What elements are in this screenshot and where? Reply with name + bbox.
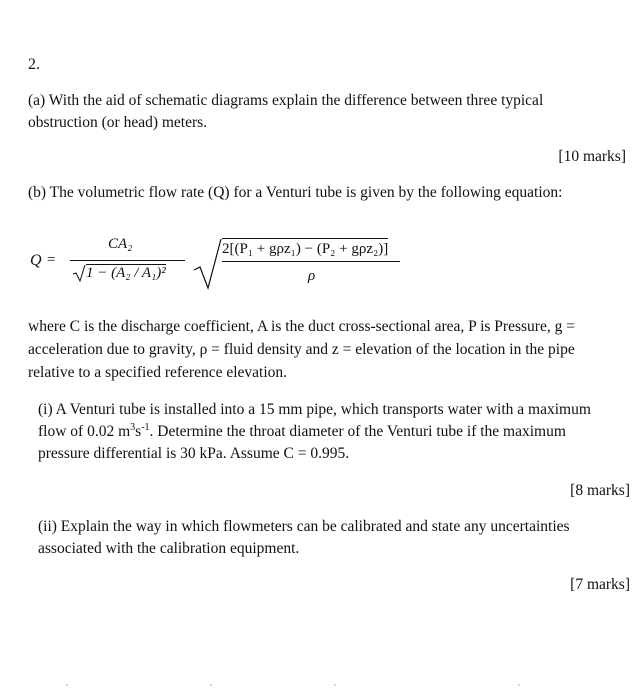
part-i-line2-sup2: -1 — [141, 422, 150, 433]
scan-dot — [334, 684, 336, 686]
fraction-2-bar — [222, 261, 400, 262]
part-a-text-line-1: (a) With the aid of schematic diagrams explain the difference between three typical — [28, 92, 544, 109]
definitions-line-2: acceleration due to gravity, ρ = fluid density and z = elevation of the location in the pipe — [28, 341, 575, 358]
question-number: 2. — [28, 56, 40, 73]
part-i-line2-post: . Determine the throat diameter of the Venturi tube if the maximum — [149, 423, 566, 440]
fraction-2-denominator: ρ — [308, 268, 316, 284]
part-i-line2-pre: flow of 0.02 m — [38, 423, 131, 440]
part-i-marks: [8 marks] — [570, 482, 630, 499]
part-ii-text-line-1: (ii) Explain the way in which flowmeters can be calibrated and state any uncertainties — [38, 518, 570, 535]
part-b-intro: (b) The volumetric flow rate (Q) for a Venturi tube is given by the following equation: — [28, 184, 563, 201]
fraction-1-numerator: CA₂ — [108, 236, 133, 252]
fraction-1-denominator: 1 − (A₂ / A₁)² — [86, 265, 166, 281]
scan-dot — [518, 684, 520, 686]
part-i-text-line-3: pressure differential is 30 kPa. Assume C = 0.995. — [38, 445, 350, 462]
definitions-line-3: relative to a specified reference elevation. — [28, 364, 288, 381]
fraction-2-numerator: 2[(P₁ + gρz₁) − (P₂ + gρz₂)] — [222, 238, 388, 258]
fraction-1-bar — [70, 260, 185, 261]
equation-equals: = — [47, 252, 56, 268]
part-i-text-line-2 — [38, 423, 566, 441]
part-i-line2-mid: s — [135, 423, 142, 440]
scan-dot — [210, 684, 212, 686]
sqrt-radical-icon — [72, 264, 86, 282]
part-a-marks: [10 marks] — [558, 148, 626, 165]
scan-dot — [66, 684, 68, 686]
part-ii-text-line-2: associated with the calibration equipment. — [38, 540, 300, 557]
part-ii-marks: [7 marks] — [570, 576, 630, 593]
part-i-line2-sup1: 3 — [130, 422, 136, 433]
part-a-text-line-2: obstruction (or head) meters. — [28, 114, 208, 131]
sqrt-radical-large-icon — [192, 234, 222, 290]
equation-lhs: Q — [30, 252, 42, 269]
part-i-text-line-1: (i) A Venturi tube is installed into a 15 mm pipe, which transports water with a maximum — [38, 401, 591, 418]
definitions-line-1: where C is the discharge coefficient, A is the duct cross-sectional area, P is Pressure, g = — [28, 318, 575, 335]
venturi-equation — [30, 230, 390, 300]
